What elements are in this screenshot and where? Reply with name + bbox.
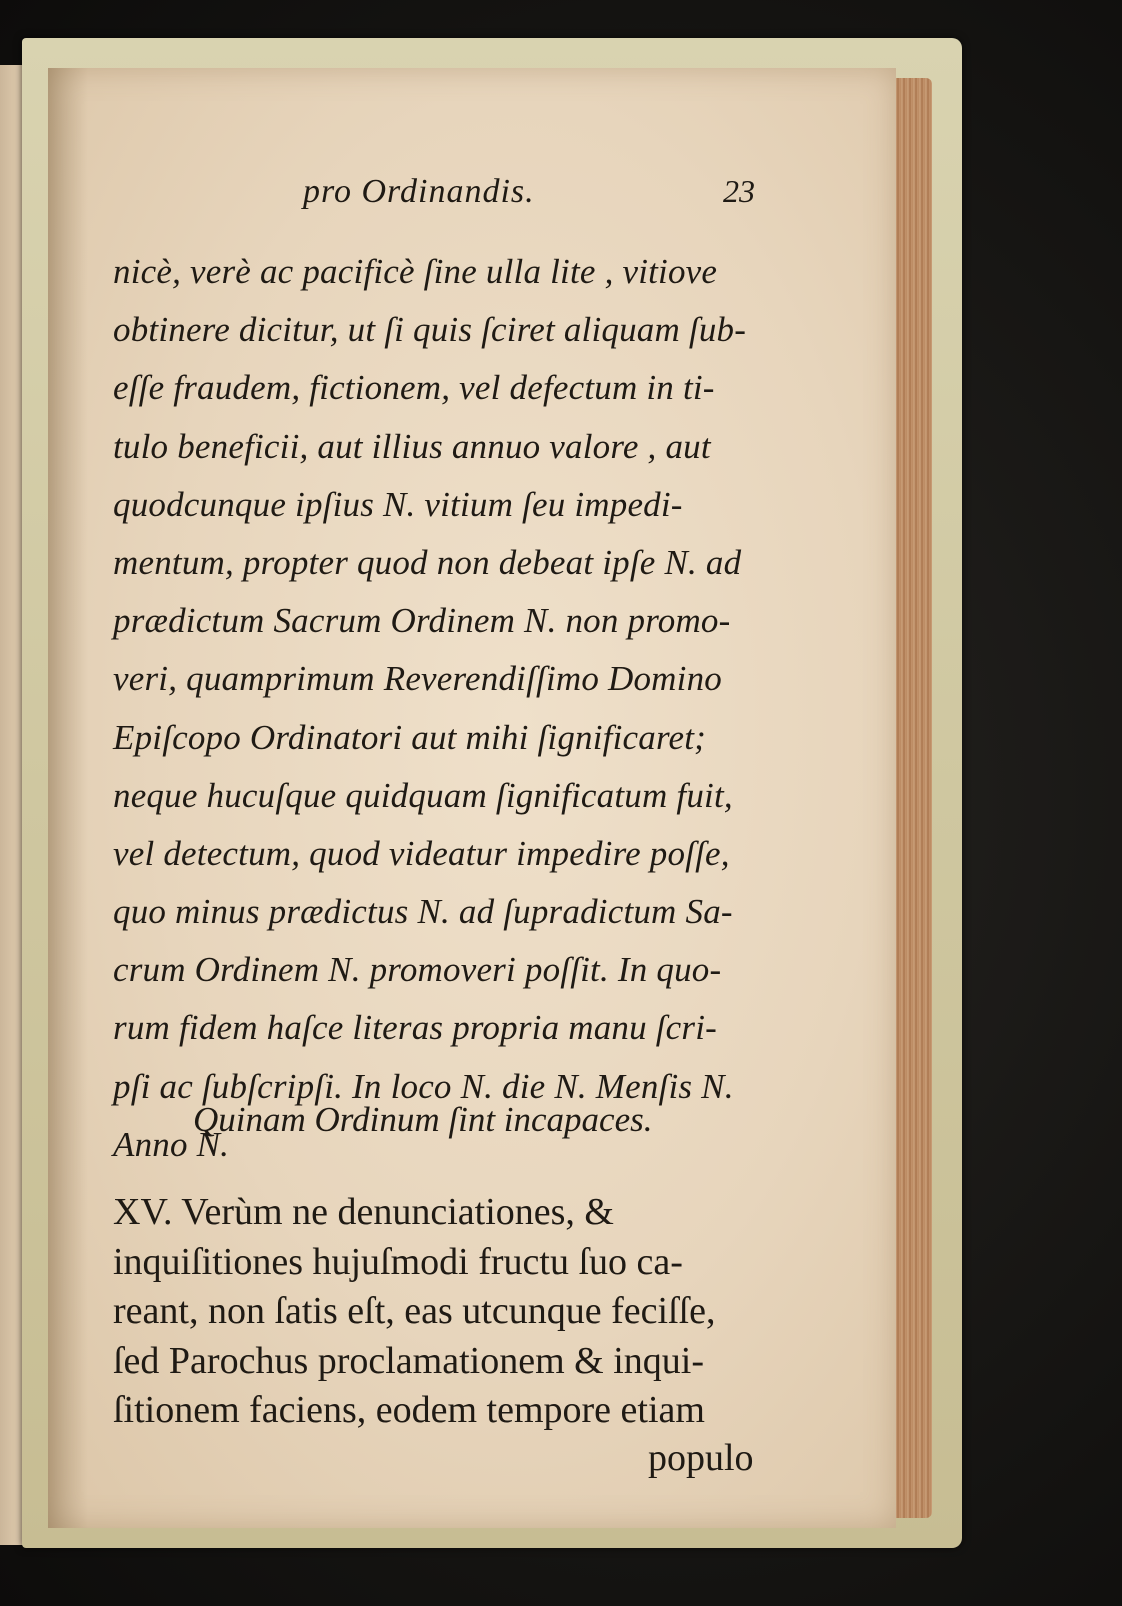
text-line: prædictum Sacrum Ordinem N. non promo- (113, 601, 731, 641)
text-line: neque hucuſque quidquam ſignificatum fuit, (113, 775, 733, 815)
text-line: ſitionem faciens, eodem tempore etiam (113, 1389, 705, 1431)
text-line: inquiſitiones hujuſmodi fructu ſuo ca- (113, 1240, 683, 1283)
text-line: obtinere dicitur, ut ſi quis ſciret aliquam ſub- (113, 310, 747, 350)
text-line: crum Ordinem N. promoveri poſſit. In quo- (113, 950, 722, 990)
italic-text-block (113, 243, 833, 1174)
text-line: mentum, propter quod non debeat ipſe N. ad (113, 542, 742, 582)
text-line: nicè, verè ac pacificè ſine ulla lite , vitiove (113, 252, 718, 291)
text-line: pſi ac ſubſcripſi. In loco N. die N. Menſis N. (113, 1066, 734, 1106)
book-page (48, 68, 896, 1528)
text-line: quo minus prædictus N. ad ſupradictum Sa- (113, 892, 733, 932)
text-line: eſſe fraudem, fictionem, vel defectum in ti- (113, 368, 715, 408)
text-line: ſed Parochus proclamationem & inqui- (113, 1339, 704, 1382)
text-line: Epiſcopo Ordinatori aut mihi ſignificaret; (113, 717, 706, 757)
text-line: veri, quamprimum Reverendiſſimo Domino (113, 659, 722, 699)
text-line: XV. Verùm ne denunciationes, & (113, 1191, 614, 1233)
page-number: 23 (723, 173, 755, 209)
page-gutter-shadow (48, 68, 88, 1528)
catchword: populo (648, 1437, 754, 1479)
section-heading: Quinam Ordinum ſint incapaces. (193, 1100, 653, 1139)
text-line: rum fidem haſce literas propria manu ſcri- (113, 1008, 717, 1048)
text-line: vel detectum, quod videatur impedire poſſe, (113, 833, 730, 873)
running-head: pro Ordinandis. (303, 173, 535, 210)
text-line: tulo beneficii, aut illius annuo valore , aut (113, 426, 711, 466)
text-line: quodcunque ipſius N. vitium ſeu impedi- (113, 484, 683, 524)
text-line: Anno N. (113, 1124, 230, 1164)
text-line: reant, non ſatis eſt, eas utcunque feciſſe, (113, 1290, 716, 1332)
roman-text-block (113, 1188, 716, 1436)
